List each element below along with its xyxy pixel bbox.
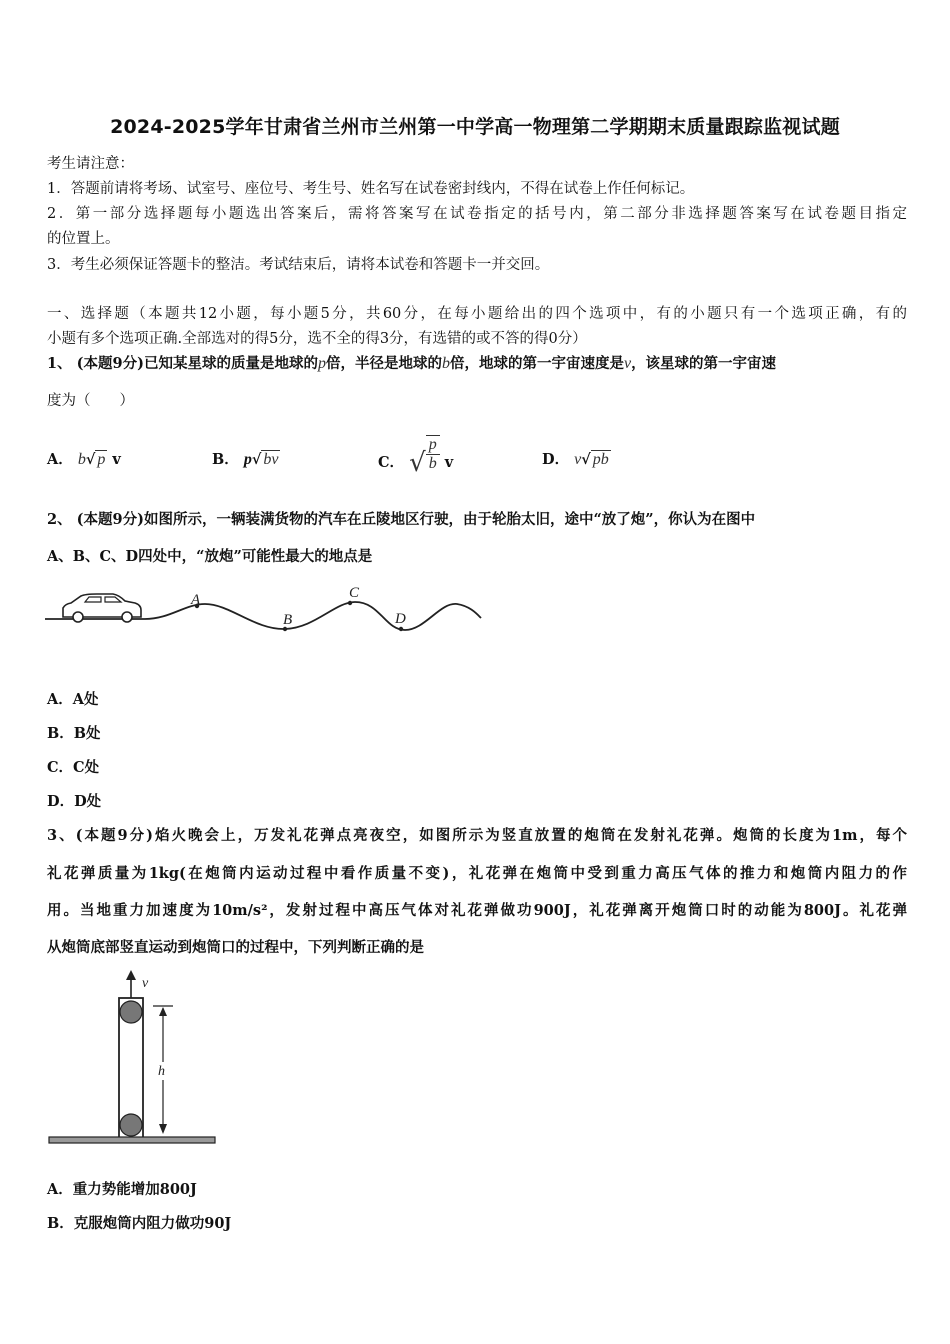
q1-stem-line2: 度为（ ） bbox=[47, 393, 134, 409]
velocity-arrow-head-icon bbox=[126, 970, 136, 980]
section-header-line2: 小题有多个选项正确.全部选对的得5分，选不全的得3分，有选错的或不答的得0分） bbox=[47, 331, 587, 347]
label-d: D bbox=[395, 611, 406, 627]
q1-option-d[interactable]: D． v√ pb bbox=[542, 451, 609, 468]
dim-arrow-up-icon bbox=[159, 1007, 167, 1016]
q1-option-c[interactable] bbox=[378, 436, 454, 478]
q3-cannon-tube-figure bbox=[45, 968, 220, 1148]
q1-stem-line1 bbox=[47, 352, 907, 373]
label-b: B bbox=[283, 612, 293, 628]
ground-base bbox=[49, 1137, 215, 1143]
q2-stem-line2: A、B、C、D四处中，“放炮”可能性最大的地点是 bbox=[47, 548, 373, 565]
fraction-numerator: p bbox=[426, 436, 440, 455]
option-label: C． bbox=[378, 454, 405, 471]
notice-item-3: 3．考生必须保证答题卡的整洁。考试结束后，请将本试卷和答题卡一并交回。 bbox=[47, 257, 550, 273]
shell-bottom bbox=[120, 1114, 142, 1136]
height-label: h bbox=[158, 1064, 165, 1079]
point-d-dot bbox=[399, 627, 403, 631]
q1-text-b: 倍，半径是地球的 bbox=[325, 355, 442, 372]
sqrt-sign-icon: √ bbox=[409, 448, 426, 478]
q2-option-a[interactable]: A．A处 bbox=[47, 691, 99, 708]
page-title: 2024-2025学年甘肃省兰州市兰州第一中学高一物理第二学期期末质量跟踪监视试题 bbox=[110, 116, 840, 138]
option-tail: v bbox=[112, 451, 121, 468]
option-label: D． bbox=[542, 451, 570, 468]
q1-text-c: 倍，地球的第一宇宙速度是 bbox=[449, 355, 624, 372]
q1-var-p: p bbox=[317, 355, 326, 372]
notice-heading: 考生请注意： bbox=[47, 156, 134, 172]
notice-item-2: 2．第一部分选择题每小题选出答案后，需将答案写在试卷指定的括号内，第二部分非选择题答案写在试卷题目指定 bbox=[47, 206, 907, 222]
q1-option-b[interactable]: B． p√ bv bbox=[212, 451, 279, 468]
option-label: B． bbox=[212, 451, 239, 468]
q2-option-b[interactable]: B．B处 bbox=[47, 725, 101, 742]
q3-stem-line3: 用。当地重力加速度为10m/s²，发射过程中高压气体对礼花弹做功900J，礼花弹离开炮筒口时的动能为800J。礼花弹 bbox=[47, 902, 907, 919]
q3-stem-line4: 从炮筒底部竖直运动到炮筒口的过程中，下列判断正确的是 bbox=[47, 939, 424, 956]
shell-top bbox=[120, 1001, 142, 1023]
option-coef: v bbox=[574, 451, 582, 468]
q2-option-c[interactable]: C．C处 bbox=[47, 759, 100, 776]
dim-arrow-down-icon bbox=[159, 1124, 167, 1134]
q1-option-a[interactable]: A． b√ p v bbox=[47, 451, 121, 468]
velocity-label: v bbox=[142, 976, 149, 991]
car-icon bbox=[63, 594, 141, 622]
q2-hill-road-figure bbox=[45, 582, 485, 642]
q3-stem-line1: 3、(本题9分)焰火晚会上，万发礼花弹点亮夜空，如图所示为竖直放置的炮筒在发射礼花弹。炮筒的长度为1m，每个 bbox=[47, 827, 907, 844]
option-radicand: pb bbox=[592, 451, 609, 468]
label-c: C bbox=[349, 585, 360, 601]
q3-option-b[interactable]: B．克服炮筒内阻力做功90J bbox=[47, 1215, 232, 1232]
q2-option-d[interactable]: D．D处 bbox=[47, 793, 102, 810]
option-tail: v bbox=[444, 454, 454, 471]
option-label: A． bbox=[47, 451, 73, 468]
label-a: A bbox=[191, 592, 201, 608]
option-radicand: p bbox=[97, 451, 106, 468]
notice-item-2-cont: 的位置上。 bbox=[47, 231, 120, 247]
option-radicand: bv bbox=[263, 451, 279, 468]
q1-var-v: v bbox=[623, 355, 632, 372]
q1-var-b: b bbox=[441, 355, 450, 372]
q1-text-d: ，该星球的第一宇宙速 bbox=[631, 355, 777, 372]
q1-text-a: 1、 (本题9分)已知某星球的质量是地球的 bbox=[47, 355, 318, 372]
q2-stem-line1: 2、 (本题9分)如图所示，一辆装满货物的汽车在丘陵地区行驶，由于轮胎太旧，途中“放了炮”，你认为在图中 bbox=[47, 511, 756, 528]
q3-option-a[interactable]: A．重力势能增加800J bbox=[47, 1181, 197, 1198]
option-coef: b bbox=[77, 451, 86, 468]
notice-item-1: 1．答题前请将考场、试室号、座位号、考生号、姓名写在试卷密封线内，不得在试卷上作任何标记。 bbox=[47, 181, 695, 197]
point-c-dot bbox=[348, 601, 352, 605]
q3-stem-line2: 礼花弹质量为1kg(在炮筒内运动过程中看作质量不变)，礼花弹在炮筒中受到重力高压气体的推力和炮筒内阻力的作 bbox=[47, 865, 907, 882]
option-fraction bbox=[426, 435, 440, 473]
section-header-line1: 一、选择题（本题共12小题，每小题5分，共60分，在每小题给出的四个选项中，有的小题只有一个选项正确，有的 bbox=[47, 306, 907, 322]
option-coef: p bbox=[243, 451, 252, 468]
fraction-denominator: b bbox=[428, 455, 437, 472]
